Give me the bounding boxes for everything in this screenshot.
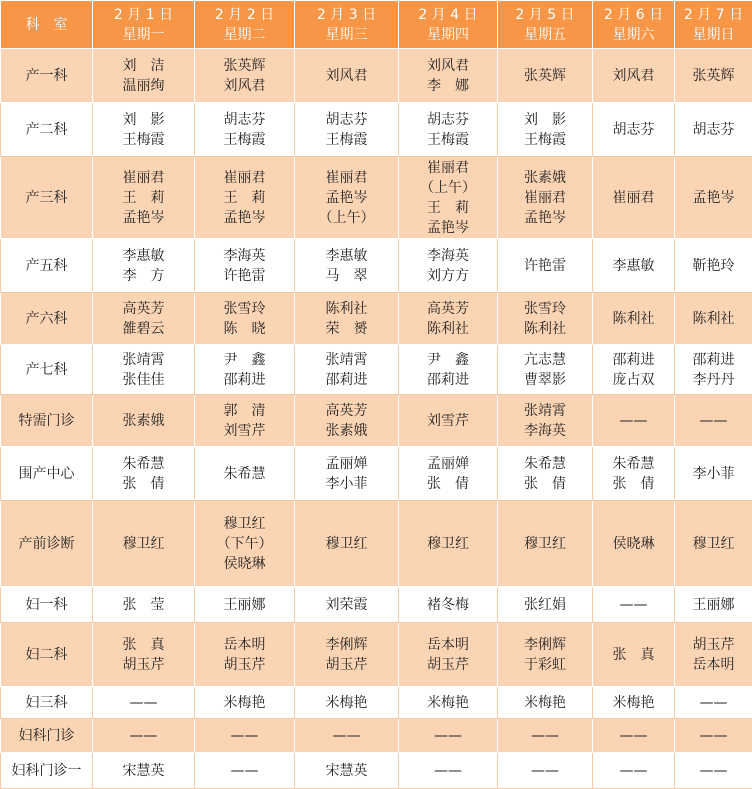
staff-name: 刘 影 — [122, 111, 165, 128]
duty-cell — [498, 687, 593, 719]
duty-cell — [675, 345, 752, 395]
staff-name: 孟艳岑 — [325, 189, 368, 206]
staff-name: 刘风君 — [325, 67, 368, 84]
staff-name: 刘风君 — [223, 77, 266, 94]
staff-name: 张 真 — [122, 636, 165, 653]
staff-name: 李海英 — [427, 247, 469, 264]
staff-name: 张 真 — [612, 646, 655, 663]
staff-name: 马 翠 — [325, 267, 368, 284]
duty-cell — [675, 623, 752, 687]
duty-cell — [399, 239, 498, 293]
staff-name: 王 莉 — [427, 199, 469, 216]
staff-name: 张英辉 — [223, 57, 266, 74]
staff-name: 曹翠影 — [524, 371, 566, 388]
staff-name: —— — [619, 727, 648, 744]
duty-cell — [675, 501, 752, 587]
duty-cell — [93, 345, 195, 395]
duty-cell — [93, 293, 195, 345]
duty-cell — [399, 501, 498, 587]
staff-name: 孟艳岑 — [692, 189, 735, 206]
staff-name: 刘荣霞 — [325, 596, 368, 613]
staff-name: 胡志芬 — [325, 111, 368, 128]
duty-cell — [295, 49, 399, 103]
staff-name: 孟丽婵 — [427, 455, 469, 472]
staff-name: 李 娜 — [427, 77, 469, 94]
dept-name-cell: 产五科 — [1, 239, 93, 293]
table-row — [1, 447, 752, 501]
staff-name: —— — [434, 727, 462, 744]
table-row — [1, 395, 752, 447]
duty-cell — [399, 395, 498, 447]
staff-name: 王丽娜 — [223, 596, 266, 613]
staff-name: 米梅艳 — [325, 694, 368, 711]
duty-cell — [93, 587, 195, 623]
staff-name: 刘方方 — [427, 267, 469, 284]
staff-name: —— — [699, 694, 728, 711]
duty-cell — [295, 623, 399, 687]
duty-cell — [93, 239, 195, 293]
staff-name: 张 倩 — [427, 475, 469, 492]
staff-name: 张佳佳 — [122, 371, 165, 388]
staff-name: 李小菲 — [692, 465, 735, 482]
duty-cell — [399, 719, 498, 753]
staff-name: 侯晓琳 — [223, 555, 266, 572]
staff-name: 崔丽君 — [612, 189, 655, 206]
schedule-body — [1, 49, 752, 789]
staff-name: 孟丽婵 — [325, 455, 368, 472]
duty-cell — [675, 687, 752, 719]
duty-cell — [399, 293, 498, 345]
dept-name-cell: 产七科 — [1, 345, 93, 395]
staff-name: —— — [531, 762, 559, 779]
staff-name: 穆卫红 — [524, 535, 566, 552]
staff-name: 陈利社 — [524, 320, 566, 337]
staff-name: 陈利社 — [612, 310, 655, 327]
staff-name: 于彩虹 — [524, 656, 566, 673]
staff-name: 高英芳 — [122, 300, 165, 317]
duty-cell — [195, 395, 295, 447]
staff-name: 穆卫红 — [122, 535, 165, 552]
staff-name: 邵莉进 — [325, 371, 368, 388]
staff-name: 尹 鑫 — [223, 351, 266, 368]
staff-name: —— — [699, 762, 728, 779]
staff-name: 张红娟 — [524, 596, 566, 613]
staff-name: 许艳雷 — [223, 267, 266, 284]
staff-name: 张靖霄 — [122, 351, 165, 368]
staff-name: 李惠敏 — [612, 257, 655, 274]
staff-name: 陈 晓 — [223, 320, 266, 337]
duty-cell — [195, 239, 295, 293]
duty-cell — [675, 157, 752, 239]
staff-name: 张靖霄 — [325, 351, 368, 368]
staff-name: —— — [230, 727, 259, 744]
duty-cell — [195, 587, 295, 623]
day-header: 2 月 2 日 星期二 — [195, 1, 295, 49]
duty-cell — [93, 753, 195, 789]
staff-name: 李惠敏 — [325, 247, 368, 264]
staff-name: 米梅艳 — [612, 694, 655, 711]
duty-cell — [93, 157, 195, 239]
dept-name-cell: 妇一科 — [1, 587, 93, 623]
staff-name: 崔丽君 — [325, 169, 368, 186]
duty-cell — [93, 501, 195, 587]
staff-name: 张素娥 — [524, 169, 566, 186]
dept-name-cell: 围产中心 — [1, 447, 93, 501]
staff-name: 张 倩 — [524, 475, 566, 492]
duty-cell — [399, 157, 498, 239]
table-row — [1, 157, 752, 239]
staff-name: 胡玉芹 — [223, 656, 266, 673]
dept-name-cell: 妇科门诊一 — [1, 753, 93, 789]
staff-name: 米梅艳 — [427, 694, 469, 711]
staff-name: 崔丽君 — [524, 189, 566, 206]
duty-cell — [195, 753, 295, 789]
staff-name: 陈利社 — [692, 310, 735, 327]
staff-name: 胡志芬 — [427, 111, 469, 128]
staff-name: —— — [129, 727, 158, 744]
table-row — [1, 587, 752, 623]
dept-name-cell: 妇科门诊 — [1, 719, 93, 753]
header-row — [1, 1, 752, 49]
staff-name: 胡玉芹 — [692, 636, 735, 653]
staff-name: 胡志芬 — [692, 121, 735, 138]
duty-cell — [593, 687, 675, 719]
duty-cell — [195, 501, 295, 587]
staff-name: 李惠敏 — [122, 247, 165, 264]
staff-name: 张素娥 — [325, 422, 368, 439]
staff-name: 李海英 — [524, 422, 566, 439]
staff-name: —— — [619, 596, 648, 613]
duty-cell — [593, 395, 675, 447]
staff-name: 胡玉芹 — [427, 656, 469, 673]
staff-name: 张英辉 — [524, 67, 566, 84]
dept-name-cell: 产三科 — [1, 157, 93, 239]
staff-name: 张雪玲 — [524, 300, 566, 317]
duty-cell — [675, 447, 752, 501]
staff-name: 王 莉 — [223, 189, 266, 206]
duty-cell — [93, 103, 195, 157]
staff-name: —— — [230, 762, 259, 779]
staff-name: 胡玉芹 — [122, 656, 165, 673]
day-header: 2 月 4 日 星期四 — [399, 1, 498, 49]
staff-name: 靳艳玲 — [692, 257, 735, 274]
day-header: 2 月 3 日 星期三 — [295, 1, 399, 49]
staff-name: 崔丽君 — [223, 169, 266, 186]
duty-cell — [195, 687, 295, 719]
dept-name-cell: 产前诊断 — [1, 501, 93, 587]
staff-name: 米梅艳 — [524, 694, 566, 711]
duty-cell — [399, 103, 498, 157]
table-row — [1, 239, 752, 293]
staff-name: 邵莉进 — [223, 371, 266, 388]
staff-name: 尹 鑫 — [427, 351, 469, 368]
staff-name: 庞占双 — [612, 371, 655, 388]
staff-name: 李 方 — [122, 267, 165, 284]
duty-cell — [593, 587, 675, 623]
duty-cell — [93, 447, 195, 501]
staff-name: 邵莉进 — [427, 371, 469, 388]
staff-name: 邵莉进 — [612, 351, 655, 368]
staff-name: 张 倩 — [612, 475, 655, 492]
duty-cell — [498, 501, 593, 587]
staff-name: 宋慧英 — [122, 762, 165, 779]
staff-name: —— — [699, 727, 728, 744]
duty-cell — [295, 501, 399, 587]
staff-name: 王梅霞 — [524, 131, 566, 148]
duty-cell — [295, 687, 399, 719]
duty-cell — [498, 157, 593, 239]
staff-name: 张 倩 — [122, 475, 165, 492]
duty-cell — [498, 623, 593, 687]
staff-name: 胡志芬 — [223, 111, 266, 128]
staff-name: 王梅霞 — [325, 131, 368, 148]
staff-name: 张素娥 — [122, 412, 165, 429]
staff-name: 李小菲 — [325, 475, 368, 492]
duty-cell — [498, 719, 593, 753]
duty-cell — [93, 49, 195, 103]
staff-name: 张英辉 — [692, 67, 735, 84]
staff-name: 刘风君 — [612, 67, 655, 84]
staff-name: 穆卫红 — [692, 535, 735, 552]
duty-cell — [399, 687, 498, 719]
table-row — [1, 49, 752, 103]
table-row — [1, 687, 752, 719]
staff-name: —— — [434, 762, 462, 779]
staff-name: 朱希慧 — [122, 455, 165, 472]
table-row — [1, 623, 752, 687]
duty-cell — [498, 49, 593, 103]
duty-cell — [675, 719, 752, 753]
table-row — [1, 753, 752, 789]
duty-cell — [593, 719, 675, 753]
duty-cell — [498, 345, 593, 395]
staff-name: 朱希慧 — [524, 455, 566, 472]
duty-cell — [93, 719, 195, 753]
duty-cell — [295, 345, 399, 395]
duty-cell — [593, 501, 675, 587]
staff-name: （上午） — [318, 209, 375, 226]
table-row — [1, 103, 752, 157]
dept-name-cell: 妇二科 — [1, 623, 93, 687]
day-header: 2 月 1 日 星期一 — [93, 1, 195, 49]
dept-name-cell: 产一科 — [1, 49, 93, 103]
staff-name: 孟艳岑 — [524, 209, 566, 226]
staff-name: 张雪玲 — [223, 300, 266, 317]
staff-name: 岳本明 — [223, 636, 266, 653]
staff-name: 高英芳 — [325, 402, 368, 419]
staff-name: （下午） — [216, 535, 273, 552]
duty-cell — [498, 239, 593, 293]
duty-cell — [295, 293, 399, 345]
duty-cell — [295, 447, 399, 501]
staff-name: 孟艳岑 — [427, 219, 469, 236]
staff-name: 孟艳岑 — [223, 209, 266, 226]
staff-name: 穆卫红 — [325, 535, 368, 552]
staff-name: 李海英 — [223, 247, 266, 264]
staff-name: 许艳雷 — [524, 257, 566, 274]
staff-name: 刘 洁 — [122, 57, 165, 74]
staff-name: 刘 影 — [524, 111, 566, 128]
staff-name: 侯晓琳 — [612, 535, 655, 552]
duty-cell — [399, 587, 498, 623]
dept-name-cell: 特需门诊 — [1, 395, 93, 447]
duty-cell — [195, 345, 295, 395]
duty-cell — [498, 395, 593, 447]
staff-name: 王梅霞 — [223, 131, 266, 148]
duty-cell — [593, 345, 675, 395]
duty-cell — [93, 395, 195, 447]
duty-cell — [399, 753, 498, 789]
duty-cell — [675, 395, 752, 447]
duty-cell — [675, 239, 752, 293]
staff-name: 李俐辉 — [325, 636, 368, 653]
staff-name: 朱希慧 — [223, 465, 266, 482]
staff-name: —— — [129, 694, 158, 711]
duty-cell — [675, 103, 752, 157]
duty-cell — [295, 395, 399, 447]
staff-name: 李俐辉 — [524, 636, 566, 653]
dept-name-cell: 产二科 — [1, 103, 93, 157]
duty-cell — [399, 49, 498, 103]
staff-name: 岳本明 — [692, 656, 735, 673]
duty-cell — [675, 753, 752, 789]
duty-cell — [498, 753, 593, 789]
duty-cell — [675, 293, 752, 345]
dept-name-cell: 妇三科 — [1, 687, 93, 719]
duty-cell — [195, 157, 295, 239]
staff-name: —— — [531, 727, 559, 744]
staff-name: 米梅艳 — [223, 694, 266, 711]
staff-name: 刘雪芹 — [223, 422, 266, 439]
staff-name: （上午） — [420, 179, 476, 196]
day-header: 2 月 6 日 星期六 — [593, 1, 675, 49]
duty-cell — [295, 719, 399, 753]
staff-name: 王丽娜 — [692, 596, 735, 613]
staff-name: 胡志芬 — [612, 121, 655, 138]
staff-name: 王梅霞 — [427, 131, 469, 148]
duty-cell — [195, 103, 295, 157]
staff-name: 崔丽君 — [427, 159, 469, 176]
duty-cell — [593, 49, 675, 103]
staff-name: 温丽绚 — [122, 77, 165, 94]
duty-cell — [593, 239, 675, 293]
duty-cell — [498, 587, 593, 623]
staff-name: —— — [619, 412, 648, 429]
staff-name: —— — [332, 727, 361, 744]
duty-cell — [498, 103, 593, 157]
duty-cell — [195, 447, 295, 501]
staff-name: 荣 赟 — [325, 320, 368, 337]
duty-cell — [593, 753, 675, 789]
staff-name: 宋慧英 — [325, 762, 368, 779]
duty-cell — [593, 293, 675, 345]
day-header: 2 月 5 日 星期五 — [498, 1, 593, 49]
staff-name: 王梅霞 — [122, 131, 165, 148]
staff-name: 张 莹 — [122, 596, 165, 613]
staff-name: 张靖霄 — [524, 402, 566, 419]
staff-name: 邵莉进 — [692, 351, 735, 368]
dept-name-cell: 产六科 — [1, 293, 93, 345]
duty-cell — [593, 103, 675, 157]
staff-name: —— — [619, 762, 648, 779]
duty-cell — [195, 719, 295, 753]
dept-column-header: 科 室 — [1, 1, 93, 49]
duty-cell — [295, 239, 399, 293]
table-row — [1, 345, 752, 395]
duty-cell — [593, 157, 675, 239]
staff-name: 穆卫红 — [223, 515, 266, 532]
duty-cell — [399, 345, 498, 395]
duty-cell — [593, 623, 675, 687]
staff-name: 高英芳 — [427, 300, 469, 317]
duty-cell — [295, 157, 399, 239]
staff-name: 穆卫红 — [427, 535, 469, 552]
staff-name: 亢志慧 — [524, 351, 566, 368]
staff-name: —— — [699, 412, 728, 429]
duty-cell — [675, 587, 752, 623]
duty-cell — [593, 447, 675, 501]
duty-cell — [93, 623, 195, 687]
duty-cell — [195, 623, 295, 687]
staff-name: 陈利社 — [325, 300, 368, 317]
staff-name: 刘风君 — [427, 57, 469, 74]
staff-name: 崔丽君 — [122, 169, 165, 186]
duty-cell — [295, 753, 399, 789]
table-row — [1, 719, 752, 753]
staff-name: 刘雪芹 — [427, 412, 469, 429]
table-row — [1, 293, 752, 345]
duty-cell — [675, 49, 752, 103]
duty-cell — [498, 447, 593, 501]
duty-cell — [295, 587, 399, 623]
staff-name: 孟艳岑 — [122, 209, 165, 226]
staff-name: 岳本明 — [427, 636, 469, 653]
staff-name: 王 莉 — [122, 189, 165, 206]
duty-cell — [93, 687, 195, 719]
duty-cell — [195, 49, 295, 103]
staff-name: 朱希慧 — [612, 455, 655, 472]
duty-cell — [195, 293, 295, 345]
duty-cell — [498, 293, 593, 345]
staff-name: 雒碧云 — [122, 320, 165, 337]
staff-name: 褚冬梅 — [427, 596, 469, 613]
table-row — [1, 501, 752, 587]
day-header: 2 月 7 日 星期日 — [675, 1, 752, 49]
staff-name: 胡玉芹 — [325, 656, 368, 673]
staff-name: 陈利社 — [427, 320, 469, 337]
staff-name: 李丹丹 — [692, 371, 735, 388]
duty-cell — [399, 447, 498, 501]
duty-cell — [399, 623, 498, 687]
staff-name: 郭 清 — [223, 402, 266, 419]
duty-cell — [295, 103, 399, 157]
